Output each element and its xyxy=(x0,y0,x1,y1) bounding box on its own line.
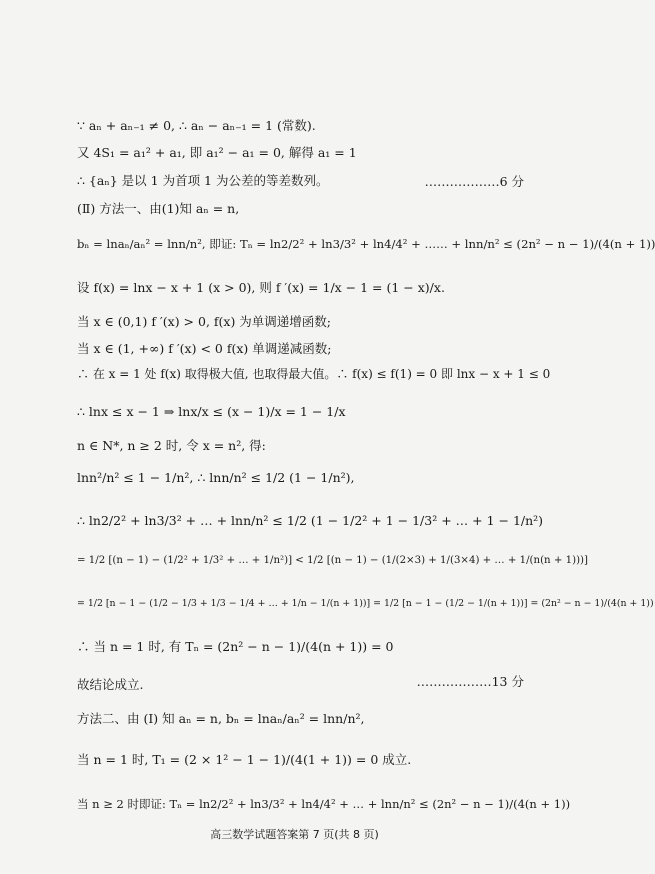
line-15: = 1/2 [n − 1 − (1/2 − 1/3 + 1/3 − 1/4 + … + 1/n − 1/(n + 1))] = 1/2 [n − 1 − (1/2 − 1/(n + 1))] = (2n² − n − 1)/(4(n + 1)) xyxy=(77,598,654,609)
line-7: 当 x ∈ (0,1) f ′(x) > 0, f(x) 为单调递增函数; xyxy=(77,314,332,329)
line-20: 当 n ≥ 2 时即证: Tₙ = ln2/2² + ln3/3² + ln4/4² + … + lnn/n² ≤ (2n² − n − 1)/(4(n + 1)) xyxy=(77,797,571,811)
line-19: 当 n = 1 时, T₁ = (2 × 1² − 1 − 1)/(4(1 + 1)) = 0 成立. xyxy=(77,752,412,767)
line-10: ∴ lnx ≤ x − 1 ⇒ lnx/x ≤ (x − 1)/x = 1 − 1/x xyxy=(77,404,346,419)
line-12: lnn²/n² ≤ 1 − 1/n², ∴ lnn/n² ≤ 1/2 (1 − 1/n²), xyxy=(77,470,355,485)
line-13: ∴ ln2/2² + ln3/3² + … + lnn/n² ≤ 1/2 (1 − 1/2² + 1 − 1/3² + … + 1 − 1/n²) xyxy=(77,513,544,528)
page-footer: 高三数学试题答案第 7 页(共 8 页) xyxy=(210,828,379,841)
line-14: = 1/2 [(n − 1) − (1/2² + 1/3² + … + 1/n²)] < 1/2 [(n − 1) − (1/(2×3) + 1/(3×4) + … + 1/(n(n + 1)))] xyxy=(77,555,589,566)
score-6: ………………6 分 xyxy=(424,174,524,189)
line-18: 方法二、由 (Ⅰ) 知 aₙ = n, bₙ = lnaₙ/aₙ² = lnn/n², xyxy=(77,711,365,726)
line-17: 故结论成立. xyxy=(77,677,144,692)
line-2: 又 4S₁ = a₁² + a₁, 即 a₁² − a₁ = 0, 解得 a₁ = 1 xyxy=(77,145,357,160)
score-13: ………………13 分 xyxy=(416,674,524,689)
line-9: ∴ 在 x = 1 处 f(x) 取得极大值, 也取得最大值。∴ f(x) ≤ f(1) = 0 即 lnx − x + 1 ≤ 0 xyxy=(77,367,551,381)
line-4: (Ⅱ) 方法一、由(1)知 aₙ = n, xyxy=(77,201,240,216)
line-6: 设 f(x) = lnx − x + 1 (x > 0), 则 f ′(x) = 1/x − 1 = (1 − x)/x. xyxy=(77,280,445,295)
line-16: ∴ 当 n = 1 时, 有 Tₙ = (2n² − n − 1)/(4(n + 1)) = 0 xyxy=(77,639,394,654)
line-5: bₙ = lnaₙ/aₙ² = lnn/n², 即证: Tₙ = ln2/2² + ln3/3² + ln4/4² + …… + lnn/n² ≤ (2n² − n − 1)/(4(n + 1)) xyxy=(77,237,655,251)
line-3: ∴ {aₙ} 是以 1 为首项 1 为公差的等差数列。 xyxy=(77,173,329,188)
line-11: n ∈ N*, n ≥ 2 时, 令 x = n², 得: xyxy=(77,438,266,453)
line-1: ∵ aₙ + aₙ₋₁ ≠ 0, ∴ aₙ − aₙ₋₁ = 1 (常数). xyxy=(77,118,316,133)
line-8: 当 x ∈ (1, +∞) f ′(x) < 0 f(x) 单调递减函数; xyxy=(77,341,332,356)
